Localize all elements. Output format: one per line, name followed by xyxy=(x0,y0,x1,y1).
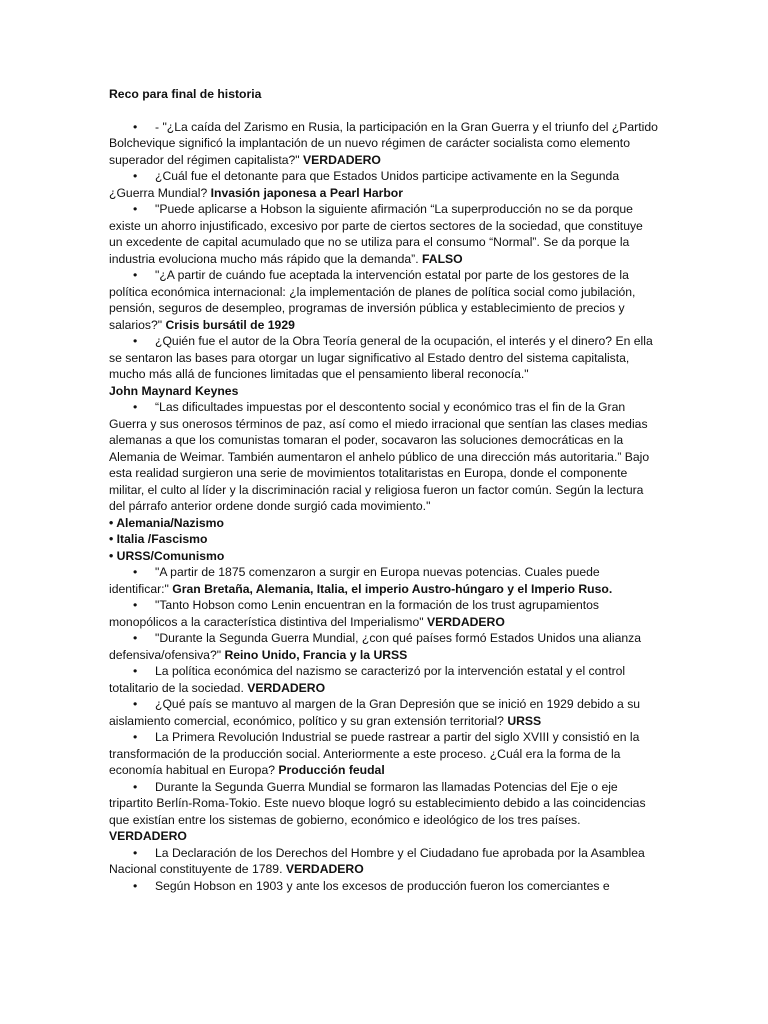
answer-text: John Maynard Keynes xyxy=(109,383,239,398)
list-item xyxy=(109,119,658,169)
bullet-icon: • xyxy=(133,598,138,612)
list-item xyxy=(109,779,658,845)
question-text: "Tanto Hobson como Lenin encuentran en la formación de los trust agrupamientos monopólicos a la característica distintiva del Imperialismo" xyxy=(109,598,600,629)
question-text: Durante la Segunda Guerra Mundial se formaron las llamadas Potencias del Eje o eje tripartito Berlín-Roma-Tokio. Este nuevo bloque logró su establecimiento debido a las coincidencias que existían entre los sistemas de gobierno, económico e ideológico de los tres países. xyxy=(109,779,646,827)
list-item xyxy=(109,564,658,597)
bullet-icon: • xyxy=(133,730,138,744)
bullet-icon: • xyxy=(133,631,138,645)
answer-text: VERDADERO xyxy=(303,152,381,167)
list-item xyxy=(109,729,658,779)
list-item xyxy=(109,201,658,267)
question-list-2 xyxy=(109,564,658,894)
question-text: "¿A partir de cuándo fue aceptada la intervención estatal por parte de los gestores de la política económica internacional: ¿la implementación de planes de política social como jubilación, pensión, seguros de desempleo, programas de inversión pública y establecimiento de precios y salarios?" xyxy=(109,268,636,332)
answer-text: FALSO xyxy=(422,251,463,266)
list-item xyxy=(109,696,658,729)
list-item xyxy=(109,399,658,515)
answer-text: VERDADERO xyxy=(426,614,505,629)
list-item: • URSS/Comunismo xyxy=(109,548,225,563)
bullet-icon: • xyxy=(133,119,138,134)
list-item xyxy=(109,333,658,399)
list-item xyxy=(109,878,658,895)
bullet-icon: • xyxy=(133,779,138,794)
question-text: La política económica del nazismo se caracterizó por la intervención estatal y el control totalitario de la sociedad. xyxy=(109,664,626,695)
answer-text: Invasión japonesa a Pearl Harbor xyxy=(210,185,403,200)
question-text: “Las dificultades impuestas por el descontento social y económico tras el fin de la Gran Guerra y sus onerosos términos de paz, así como el miedo irracional que sentían las clases medias alemanas a que los comunistas tomaran el poder, socavaron las soluciones democráticas en la Alemania de Weimar. También aumentaron el anhelo público de una dirección más autoritaria.” Bajo esta realidad surgieron una serie de movimientos totalitaristas en Europa, donde el componente militar, el culto al líder y la discriminación racial y religiosa fueron un factor común. Según la lectura del párrafo anterior ordene donde surgió cada movimiento." xyxy=(109,400,650,513)
question-text: La Primera Revolución Industrial se puede rastrear a partir del siglo XVIII y consistió en la transformación de la producción social. Anteriormente a este proceso. ¿Cuál era la forma de la economía habitual en Europa? xyxy=(109,730,640,777)
question-text: La Declaración de los Derechos del Hombre y el Ciudadano fue aprobada por la Asamblea Nacional constituyente de 1789. xyxy=(109,845,645,876)
bullet-icon: • xyxy=(133,202,138,216)
bullet-icon: • xyxy=(133,845,138,860)
list-item: • Alemania/Nazismo xyxy=(109,515,224,530)
answer-text: VERDADERO xyxy=(247,680,326,695)
question-text: - "¿La caída del Zarismo en Rusia, la participación en la Gran Guerra y el triunfo del ¿Partido Bolchevique significó la implantación de un nuevo régimen de carácter socialista como elemento superador del régimen capitalista?" xyxy=(109,119,658,167)
list-item xyxy=(109,597,658,630)
bullet-icon: • xyxy=(133,400,138,414)
list-item xyxy=(109,267,658,333)
answer-text: Reino Unido, Francia y la URSS xyxy=(224,647,408,662)
bullet-icon: • xyxy=(133,878,138,893)
answer-text: Gran Bretaña, Alemania, Italia, el imperio Austro-húngaro y el Imperio Ruso. xyxy=(172,581,613,596)
list-item xyxy=(109,168,658,201)
answer-text: Crisis bursátil de 1929 xyxy=(165,317,295,332)
answer-text: Producción feudal xyxy=(278,763,385,777)
bullet-icon: • xyxy=(133,268,138,282)
question-text: ¿Cuál fue el detonante para que Estados Unidos participe activamente en la Segunda ¿Guerra Mundial? xyxy=(109,169,620,200)
bullet-icon: • xyxy=(133,565,138,579)
document-page xyxy=(109,86,658,894)
question-list-1 xyxy=(109,119,658,515)
list-item: • Italia /Fascismo xyxy=(109,532,208,546)
question-text: Según Hobson en 1903 y ante los excesos de producción fueron los comerciantes e xyxy=(155,878,610,893)
question-text: "Durante la Segunda Guerra Mundial, ¿con qué países formó Estados Unidos una alianza defensiva/ofensiva?" xyxy=(109,631,642,662)
question-text: ¿Qué país se mantuvo al margen de la Gran Depresión que se inició en 1929 debido a su aislamiento comercial, económico, político y su gran extensión territorial? xyxy=(109,697,641,728)
bullet-icon: • xyxy=(133,697,138,711)
answer-text: VERDADERO xyxy=(109,829,187,843)
movement-list xyxy=(109,515,658,565)
list-item xyxy=(109,630,658,663)
list-item xyxy=(109,845,658,878)
list-item xyxy=(109,663,658,696)
question-text: "Puede aplicarse a Hobson la siguiente afirmación “La superproducción no se da porque existe un ahorro injustificado, excesivo por parte de ciertos sectores de la sociedad, que constituye un excedente de capital acumulado que no se utiliza para el consumo “Normal”. Se da porque la industria evoluciona mucho más rápido que la demanda”. xyxy=(109,202,643,266)
document-title: Reco para final de historia xyxy=(109,87,262,101)
answer-text: URSS xyxy=(507,713,542,728)
bullet-icon: • xyxy=(133,664,138,678)
question-text: ¿Quién fue el autor de la Obra Teoría general de la ocupación, el interés y el dinero? En ella se sentaron las bases para otorgar un lugar significativo al Estado dentro del sistema capitalista, mucho más allá de funciones limitadas que el pensamiento liberal reconocía." xyxy=(109,334,653,381)
answer-text: VERDADERO xyxy=(285,862,364,876)
question-text: "A partir de 1875 comenzaron a surgir en Europa nuevas potencias. Cuales puede identificar:" xyxy=(109,565,600,596)
bullet-icon: • xyxy=(133,334,138,348)
bullet-icon: • xyxy=(133,169,138,183)
